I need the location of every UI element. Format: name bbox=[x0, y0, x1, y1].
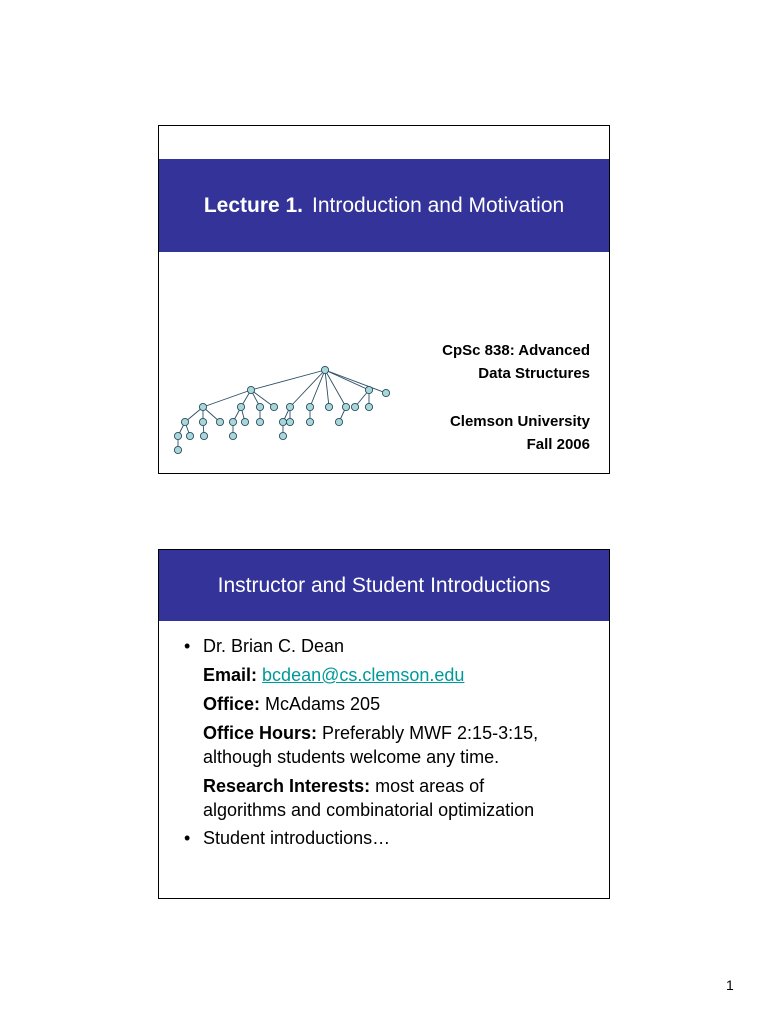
bullet-dot-icon: • bbox=[184, 636, 191, 656]
school-info bbox=[450, 410, 590, 456]
tree-node bbox=[229, 418, 236, 425]
student-intro: Student introductions… bbox=[203, 828, 391, 848]
course-name-line1: CpSc 838: Advanced bbox=[442, 342, 590, 359]
tree-node bbox=[199, 403, 206, 410]
tree-node bbox=[365, 403, 372, 410]
tree-node bbox=[306, 403, 313, 410]
email-row bbox=[203, 663, 591, 687]
school-name: Clemson University bbox=[449, 413, 590, 430]
email-link[interactable]: bcdean@cs.clemson.edu bbox=[262, 665, 465, 685]
bullet-instructor bbox=[184, 634, 591, 658]
tree-node bbox=[286, 403, 293, 410]
tree-edge bbox=[251, 370, 325, 390]
tree-node bbox=[365, 386, 372, 393]
tree-node bbox=[306, 418, 313, 425]
tree-node bbox=[351, 403, 358, 410]
tree-node bbox=[270, 403, 277, 410]
slide-title: Instructor and Student Introductions bbox=[217, 573, 551, 597]
research-value-cont: algorithms and combinatorial optimization bbox=[203, 800, 535, 820]
office-hours-value-cont: although students welcome any time. bbox=[203, 747, 500, 767]
tree-edge bbox=[325, 370, 386, 393]
tree-node bbox=[229, 432, 236, 439]
tree-node bbox=[321, 366, 328, 373]
tree-edge bbox=[290, 370, 325, 407]
tree-edge bbox=[310, 370, 325, 407]
office-hours-label: Office Hours: bbox=[203, 723, 318, 743]
slide-introductions bbox=[158, 549, 610, 899]
lecture-title: Introduction and Motivation bbox=[312, 193, 565, 217]
email-label: Email: bbox=[203, 665, 258, 685]
slide-body bbox=[184, 634, 591, 850]
tree-node bbox=[199, 418, 206, 425]
tree-node bbox=[342, 403, 349, 410]
course-name-line2: Data Structures bbox=[478, 365, 590, 382]
research-row bbox=[203, 774, 591, 822]
tree-edge bbox=[325, 370, 369, 390]
office-value: McAdams 205 bbox=[265, 694, 381, 714]
bullet-students bbox=[184, 826, 591, 850]
tree-node bbox=[335, 418, 342, 425]
slide-title-bar bbox=[159, 159, 609, 252]
bullet-dot-icon: • bbox=[184, 828, 191, 848]
slide-title-bar bbox=[159, 550, 609, 621]
office-hours-value: Preferably MWF 2:15-3:15, bbox=[322, 723, 539, 743]
tree-node bbox=[256, 403, 263, 410]
term: Fall 2006 bbox=[526, 436, 590, 453]
slide-lecture-title bbox=[158, 125, 610, 474]
tree-node bbox=[237, 403, 244, 410]
office-row bbox=[203, 692, 591, 716]
tree-node bbox=[247, 386, 254, 393]
tree-node bbox=[279, 418, 286, 425]
tree-node bbox=[241, 418, 248, 425]
tree-diagram-icon bbox=[159, 356, 399, 456]
page-number: 1 bbox=[726, 977, 734, 993]
tree-node bbox=[382, 389, 389, 396]
tree-node bbox=[286, 418, 293, 425]
tree-node bbox=[186, 432, 193, 439]
tree-node bbox=[181, 418, 188, 425]
course-info bbox=[442, 339, 590, 385]
tree-node bbox=[256, 418, 263, 425]
office-hours-row bbox=[203, 721, 591, 769]
lecture-number: Lecture 1. bbox=[203, 193, 304, 217]
tree-node bbox=[216, 418, 223, 425]
office-label: Office: bbox=[203, 694, 261, 714]
research-value: most areas of bbox=[375, 776, 485, 796]
tree-node bbox=[174, 446, 181, 453]
instructor-name: Dr. Brian C. Dean bbox=[203, 636, 345, 656]
tree-node bbox=[174, 432, 181, 439]
tree-node bbox=[200, 432, 207, 439]
research-label: Research Interests: bbox=[203, 776, 371, 796]
tree-node bbox=[325, 403, 332, 410]
tree-node bbox=[279, 432, 286, 439]
